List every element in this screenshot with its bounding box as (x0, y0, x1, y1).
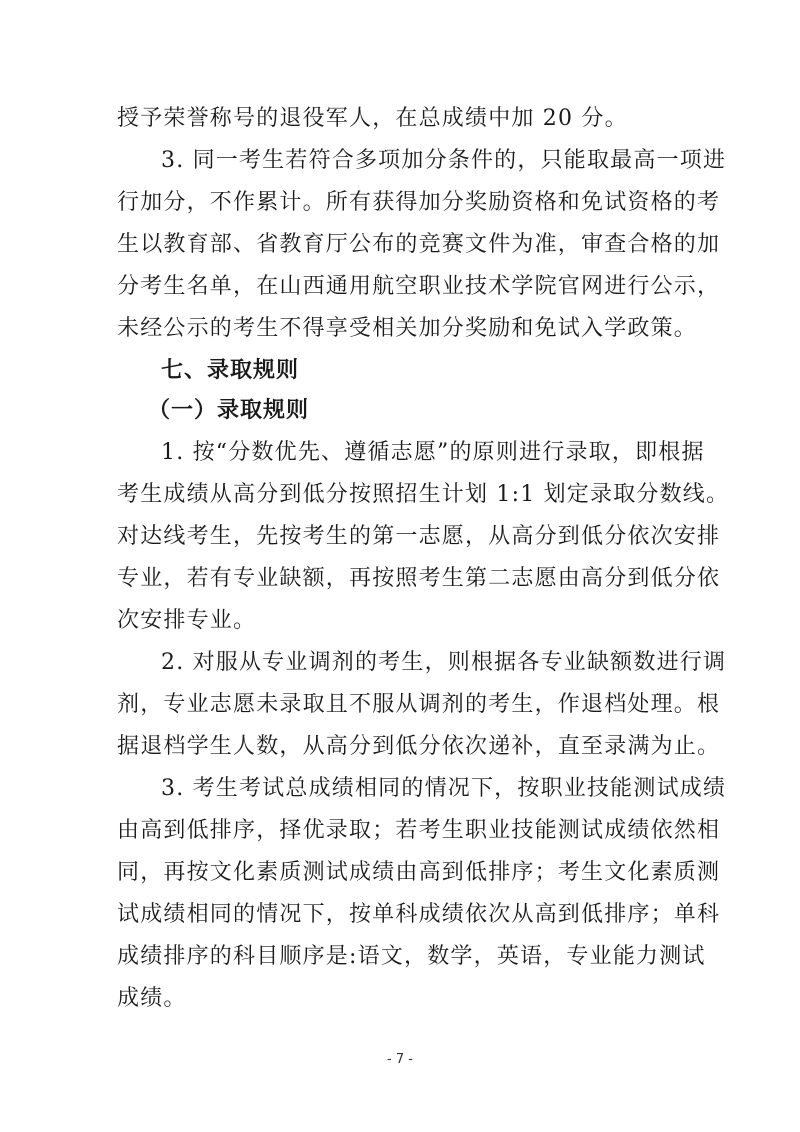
text-line: 未经公示的考生不得享受相关加分奖励和免试入学政策。 (117, 316, 698, 341)
section-heading: 七、录取规则 (161, 358, 300, 383)
page-number: - 7 - (387, 1052, 413, 1067)
text-line: 生以教育部、省教育厅公布的竞赛文件为准，审查合格的加 (117, 232, 721, 257)
text-line: 授予荣誉称号的退役军人，在总成绩中加 20 分。 (117, 106, 628, 131)
text-line: 次安排专业。 (117, 608, 257, 633)
text-line: 1. 按“分数优先、遵循志愿”的原则进行录取，即根据 (161, 440, 705, 465)
text-line: 专业，若有专业缺额，再按照考生第二志愿由高分到低分依 (117, 566, 721, 591)
text-line: 对达线考生，先按考生的第一志愿，从高分到低分依次安排 (117, 524, 721, 549)
text-line: 据退档学生人数，从高分到低分依次递补，直至录满为止。 (117, 734, 721, 759)
text-line: 3. 考生考试总成绩相同的情况下，按职业技能测试成绩 (161, 776, 727, 801)
text-line: 剂，专业志愿未录取且不服从调剂的考生，作退档处理。根 (117, 692, 721, 717)
text-line: 由高到低排序，择优录取；若考生职业技能测试成绩依然相 (117, 818, 721, 843)
text-line: 3. 同一考生若符合多项加分条件的，只能取最高一项进 (161, 148, 727, 173)
text-line: 分考生名单，在山西通用航空职业技术学院官网进行公示， (117, 274, 721, 299)
text-line: 试成绩相同的情况下，按单科成绩依次从高到低排序；单科 (117, 902, 721, 927)
text-line: 成绩。 (117, 986, 187, 1011)
text-line: 考生成绩从高分到低分按照招生计划 1:1 划定录取分数线。 (117, 482, 730, 507)
text-line: 行加分，不作累计。所有获得加分奖励资格和免试资格的考 (117, 190, 721, 215)
text-line: 成绩排序的科目顺序是:语文，数学，英语，专业能力测试 (117, 944, 706, 969)
text-line: 2. 对服从专业调剂的考生，则根据各专业缺额数进行调 (161, 650, 727, 675)
text-line: 同，再按文化素质测试成绩由高到低排序；考生文化素质测 (117, 860, 721, 885)
subsection-heading: （一）录取规则 (148, 398, 310, 423)
